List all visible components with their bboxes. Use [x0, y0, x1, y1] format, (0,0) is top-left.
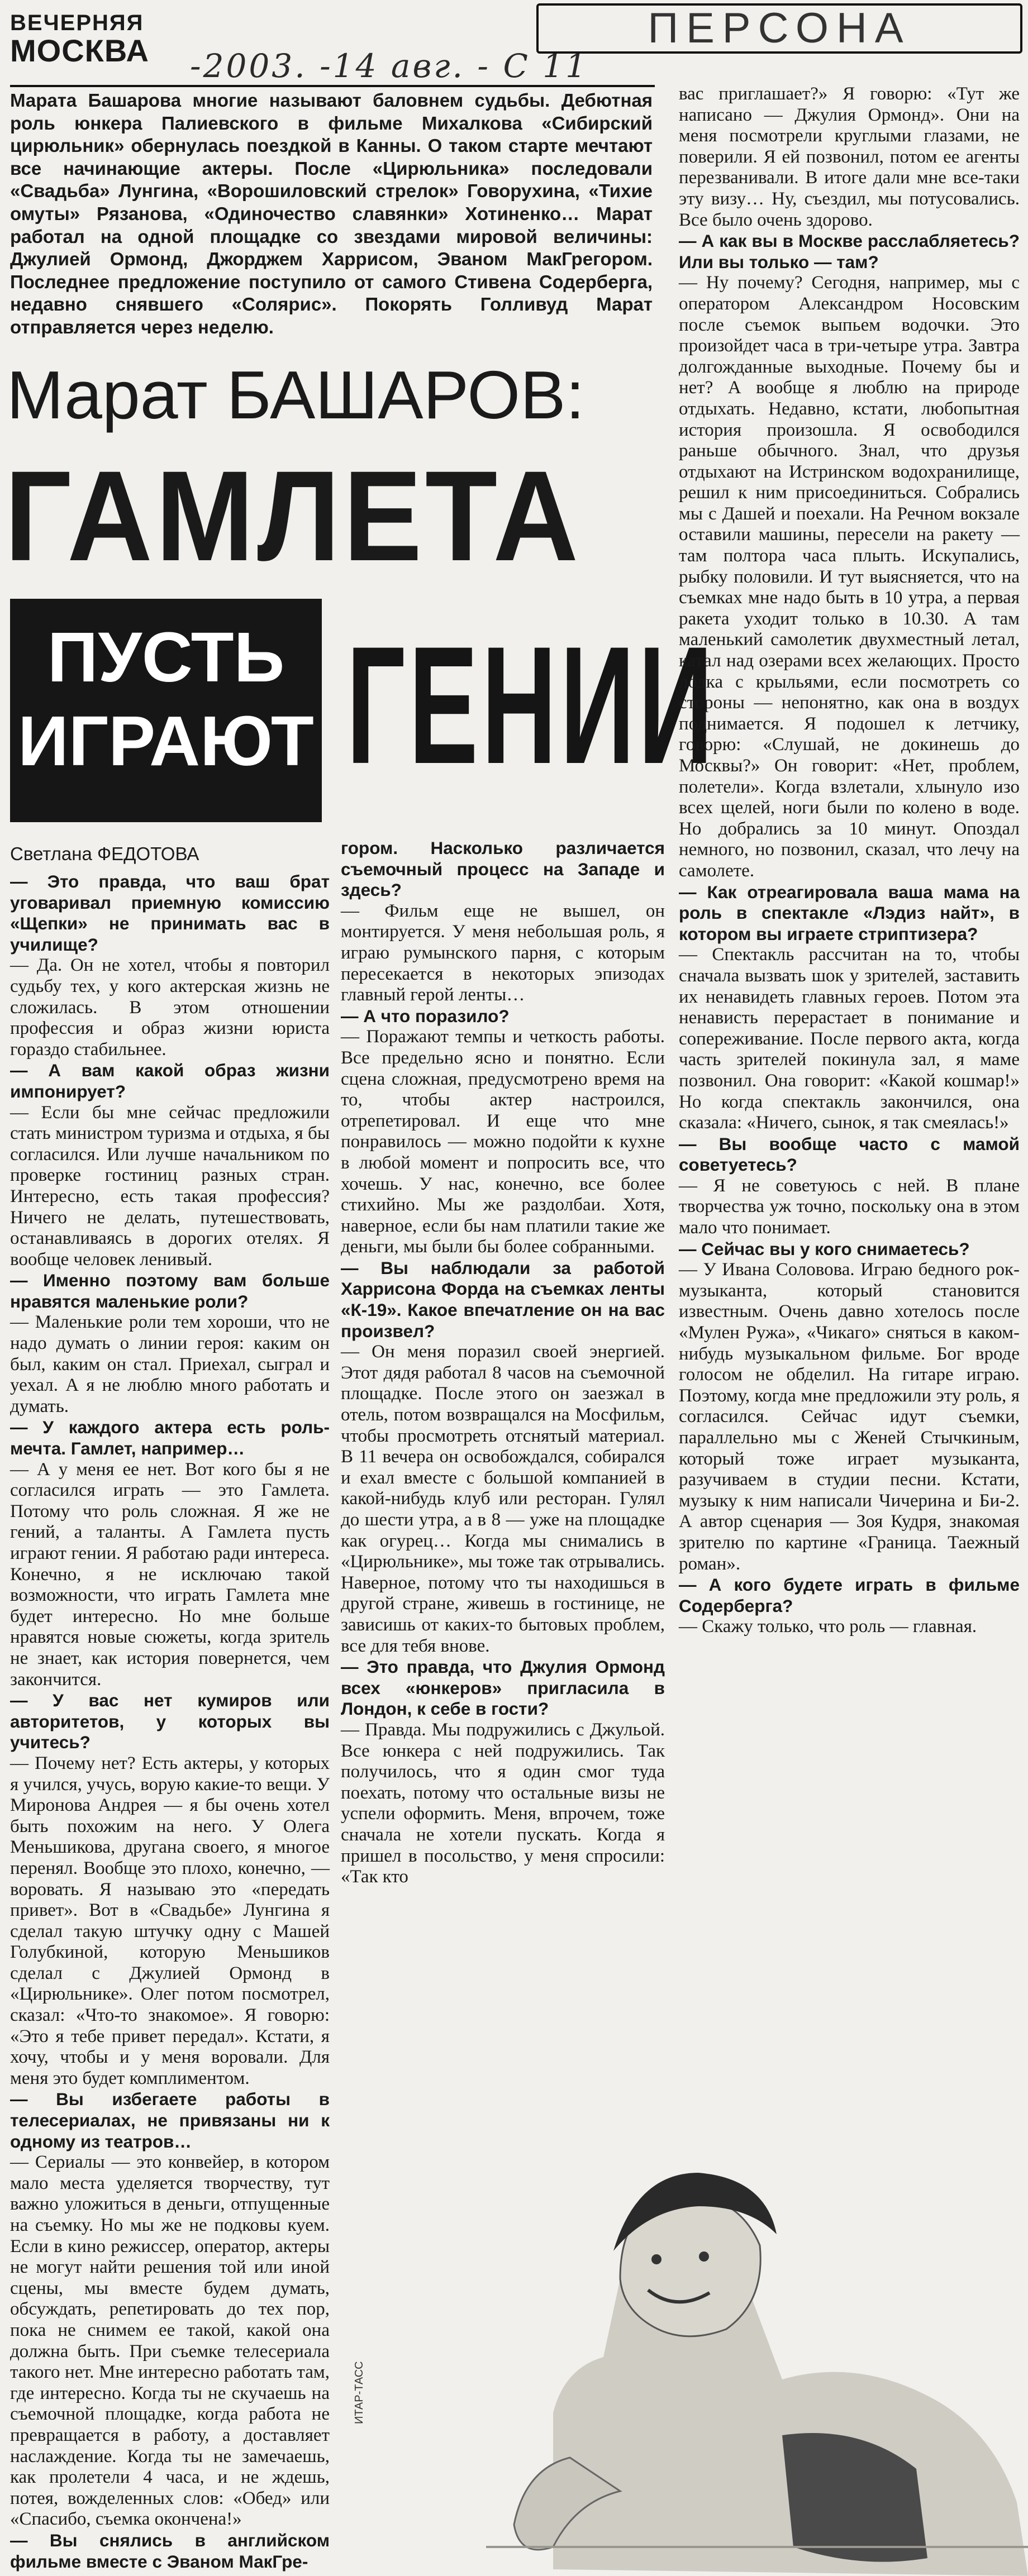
interview-question: — Вы наблюдали за работой Харрисона Форда на съемках ленты «К-19». Какое впечатление он на вас произвел? [341, 1257, 665, 1341]
interview-answer: — А у меня ее нет. Вот кого бы я не согласился играть — это Гамлета. Потому что роль сложная. Я же не гений, а таланты. А Гамлета пусть играют гении. Я работаю ради интереса. Конечно, я не исключаю такой возможности, что играть Гамлета мне будет интересно. Но мне больше нравятся новые сюжеты, когда зритель не знает, как история повернется, чем закончится. [10, 1459, 330, 1690]
interview-answer: — Я не советуюсь с ней. В плане творчества уж точно, поскольку она в этом мало что понимает. [679, 1175, 1020, 1238]
interview-question: — Это правда, что ваш брат уговаривал приемную комиссию «Щепки» не принимать вас в училище? [10, 871, 330, 955]
interview-answer: — Ну почему? Сегодня, например, мы с оператором Александром Носовским после съемок выпьем водочки. Это произойдет часа в три-четыре утра. Завтра долгожданные выходные. Почему бы и нет? А вообще я люблю на природе отдыхать. Недавно, кстати, любопытная история произошла. Я освободился раньше обычного. Знал, что друзья отдыхают на Истринском водохранилище, решил к ним присоединиться. Собрались мы с Дашей и поехали. На Речном вокзале оставили машины, пересели на ракету — там полтора часа плыть. Искупались, рыбку половили. И тут выясняется, что на съемках мне надо быть в 10 утра, а первая ракета уходит только в 10.30. А там маленький самолетик двухместный летал, катал над озерами всех желающих. Просто лодка с крыльями, если посмотреть со стороны — непонятно, как она в воздух поднимается. Я подошел к летчику, говорю: «Слушай, не докинешь до Москвы?» Он говорит: «Нет, проблем, полетели». Когда взлетали, хлынуло изо всех щелей, ноги были по колено в воде. Но добрались за 10 минут. Опоздал немного, но позвонил, сказал, что лечу на самолете. [679, 273, 1020, 881]
headline-boxed-line2: ИГРАЮТ [18, 702, 314, 780]
interview-answer: — Поражают темпы и четкость работы. Все предельно ясно и понятно. Если сцена сложная, предусмотрено время на то, чтобы актер настроился, отрепетировал. И еще что мне понравилось — можно подойти к кухне в любой момент и попросить все, что хочешь. У нас, конечно, все более стихийно. Мы же раздолбаи. Хотя, наверное, если бы нам платили такие же деньги, мы были бы более собранными. [341, 1027, 665, 1257]
article-column-3 [679, 84, 1020, 1638]
interview-answer: — Он меня поразил своей энергией. Этот дядя работал 8 часов на съемочной площадке. После этого он заезжал в отель, потом возвращался на Мосфильм, чтобы просмотреть отснятый материал. В 11 вечера он освобождался, собирался и ехал вместе с большой компанией в какой-нибудь клуб или ресторан. Гулял до шести утра, а в 8 — уже на площадке как огурец… Когда мы снимались в «Цирюльнике», мы тоже так отрывались. Наверное, потому что ты находишься в другой стране, живешь в гостинице, не зависишь от каких-то бытовых проблем, все для тебя внове. [341, 1342, 665, 1656]
lead-paragraph: Марата Башарова многие называют баловнем судьбы. Дебютная роль юнкера Палиевского в фильме Михалкова «Сибирский цирюльник» обернулась поездкой в Канны. О таком старте мечтают все начинающие актеры. После «Цирюльника» последовали «Свадьба» Лунгина, «Ворошиловский стрелок» Говорухина, «Тихие омуты» Рязанова, «Одиночество славянки» Хотиненко… Марат работал на одной площадке со звездами мировой величины: Джулией Ормонд, Джорджем Харрисом, Эваном МакГрегором. Последнее предложение поступило от самого Стивена Содерберга, недавно снявшего «Солярис». Покорять Голливуд Марат отправляется через неделю. [10, 90, 653, 337]
interview-question: — Как отреагировала ваша мама на роль в спектакле «Лэдиз найт», в котором вы играете стриптизера? [679, 881, 1020, 944]
interview-question: — Сейчас вы у кого снимаетесь? [679, 1238, 970, 1259]
author-byline: Светлана ФЕДОТОВА [10, 843, 199, 864]
interview-answer: — Маленькие роли тем хороши, что не надо думать о линии героя: каким он был, каким он стал. Приехал, сыграл и уехал. А я не люблю много работать и думать. [10, 1312, 330, 1416]
interview-answer: — Если бы мне сейчас предложили стать министром туризма и отдыха, я бы согласился. Или лучше начальником по проверке гостиниц разных стран. Интересно, есть такая профессия? Ничего не делать, путешествовать, останавливаясь в дорогих отелях. Я вообще человек ленивый. [10, 1102, 330, 1270]
interview-answer: — Правда. Мы подружились с Джульой. Все юнкера с ней подружились. Так получилось, что я один смог туда поехать, потому что остальные визы не успели оформить. Меня, впрочем, тоже сначала не хотели пускать. Когда я пришел в посольство, у меня спросили: «Так кто [341, 1719, 665, 1887]
interview-answer: — Сериалы — это конвейер, в котором мало места уделяется творчеству, тут важно уложиться в деньги, отпущенные на съемку. Но мы же не подковы куем. Если в кино режиссер, оператор, актеры не могут найти решения той или иной сцены, мы вместе будем думать, обсуждать, репетировать до тех пор, пока не снимем ее такой, какой она должна быть. При съемке телесериала такого нет. Мне интересно работать там, где интересно. Когда ты не скучаешь на съемочной площадке, когда работа не превращается в работу, а доставляет наслаждение. Когда ты не замечаешь, как пролетели 4 часа, и не ждешь, потея, вожделенных слов: «Обед» или «Спасибо, съемка окончена!» [10, 2152, 330, 2530]
top-rule [10, 85, 655, 87]
interview-question: — А вам какой образ жизни импонирует? [10, 1060, 330, 1101]
interview-answer: — Скажу только, что роль — главная. [679, 1616, 977, 1637]
interview-question: — Вы избегаете работы в телесериалах, не привязаны ни к одному из театров… [10, 2089, 330, 2152]
interview-question: — Это правда, что Джулия Ормонд всех «юнкеров» пригласила в Лондон, к себе в гости? [341, 1657, 665, 1719]
headline-last-word: ГЕНИИ [346, 611, 717, 799]
masthead-line1: ВЕЧЕРНЯЯ [10, 11, 144, 35]
interview-answer: — Фильм еще не вышел, он монтируется. У меня небольшая роль, я играю румынского парня, с которым пересекается в некоторых эпизодах главный герой ленты… [341, 900, 665, 1005]
interview-question: — Вы вообще часто с мамой советуетесь? [679, 1133, 1020, 1175]
masthead-line2: МОСКВА [10, 33, 149, 68]
interview-question: — А как вы в Москве расслабляетесь? Или вы только — там? [679, 231, 1020, 272]
interview-answer: вас приглашает?» Я говорю: «Тут же написано — Джулия Ормонд». Они на меня посмотрели круглыми глазами, не поверили. Я ей позвонил, потом ее агенты перезванивали. В итоге дали мне все-таки эту визу… Ну, съездил, мы потусовались. Все было очень здорово. [679, 84, 1020, 230]
article-column-2 [341, 838, 665, 1888]
headline-name: Марат БАШАРОВ: [7, 357, 585, 433]
interview-answer: — Да. Он не хотел, чтобы я повторил судьбу тех, у кого актерская жизнь не сложилась. В этом отношении профессия и образ жизни юриста гораздо стабильнее. [10, 955, 330, 1060]
interview-answer: — У Ивана Соловова. Играю бедного рок-музыканта, который становится известным. Очень давно хотелось после «Мулен Ружа», «Чикаго» сняться в каком-нибудь музыкальном фильме. Бог вроде голосом не обделил. На гитаре играю. Поэтому, когда мне предложили эту роль, я согласился. Сейчас идут съемки, параллельно мы с Женей Стычкиным, который тоже играет музыканта, разучиваем в студии песни. Кстати, музыку к ним написали Чичерина и Би-2. А автор сценария — Зоя Кудря, знакомая зрителю по картине «Граница. Таежный роман». [679, 1260, 1020, 1574]
interview-question: — У вас нет кумиров или авторитетов, у которых вы учитесь? [10, 1690, 330, 1753]
interview-question: — Именно поэтому вам больше нравятся маленькие роли? [10, 1270, 330, 1311]
headline-main: ГАМЛЕТА [4, 444, 582, 588]
rubric-label: ПЕРСОНА [536, 3, 1022, 54]
actor-photo [436, 2067, 1028, 2576]
interview-question: — Вы снялись в английском фильме вместе с Эваном МакГре- [10, 2530, 330, 2572]
interview-question: гором. Насколько различается съемочный процесс на Западе и здесь? [341, 838, 665, 900]
photo-credit: ИТАР-ТАСС [353, 2361, 365, 2424]
newspaper-masthead [10, 11, 172, 78]
interview-answer: — Почему нет? Есть актеры, у которых я учился, учусь, ворую какие-то вещи. У Миронова Андрея — я бы очень хотел быть похожим на него. У Олега Меньшикова, другана своего, я многое перенял. Вообще это плохо, конечно, — воровать. Я называю это «передать привет». Вот в «Свадьбе» Лунгина я сделал такую штучку одну с Машей Голубкиной, которую Меньшиков сделал с Джулией Ормонд в «Цирюльнике». Олег потом посмотрел, сказал: «Что-то знакомое». Я говорю: «Это я тебе привет передал». Кстати, я хочу, чтобы и у меня воровали. Для меня это будет комплиментом. [10, 1753, 330, 2088]
interview-question: — А что поразило? [341, 1005, 510, 1026]
headline-boxed-text [10, 599, 322, 822]
interview-question: — У каждого актера есть роль-мечта. Гамлет, например… [10, 1417, 330, 1459]
handwritten-date-note: -2003. -14 авг. - С 11 [190, 47, 589, 85]
interview-question: — А кого будете играть в фильме Содерберга? [679, 1575, 1020, 1616]
interview-answer: — Спектакль рассчитан на то, чтобы сначала вызвать шок у зрителей, заставить их ненавидеть главных героев. Потом эта ненависть перерастает в понимание и сопереживание. После первого акта, когда часть зрителей покинула зал, я маме позвонил. Она говорит: «Какой кошмар!» Но когда спектакль закончился, она сказала: «Ничего, сынок, я так смеялась!» [679, 944, 1020, 1133]
article-column-1 [10, 871, 330, 2572]
headline-boxed-line1: ПУСТЬ [47, 618, 285, 697]
